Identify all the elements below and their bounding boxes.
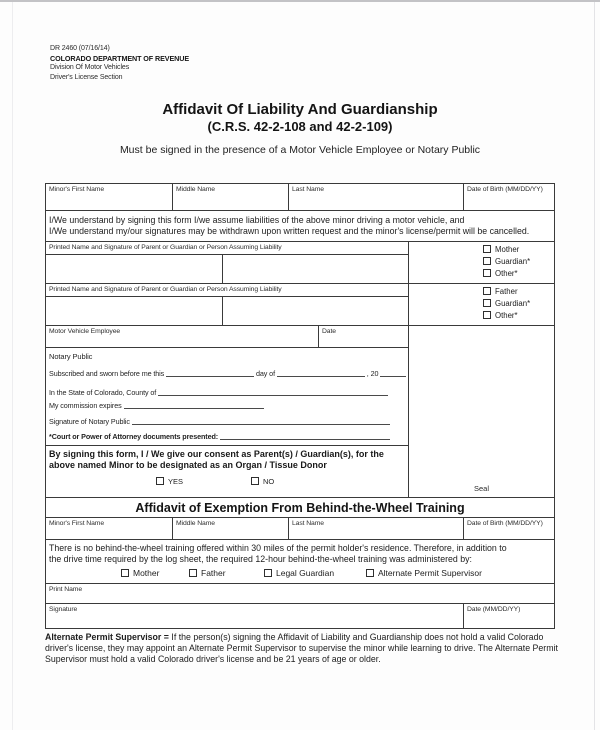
understanding-statement — [46, 211, 554, 242]
checkbox-no[interactable]: NO — [251, 477, 274, 486]
signer1-header-label: Printed Name and Signature of Parent or Guardian or Person Assuming Liability — [49, 244, 282, 251]
agency-header — [50, 44, 189, 83]
checkbox-father[interactable]: Father — [483, 287, 554, 296]
signer1-header-cell — [46, 242, 408, 255]
checkbox-training-legal-guardian[interactable]: Legal Guardian — [264, 568, 334, 578]
exemption-first-name-cell[interactable] — [46, 518, 173, 540]
minor-first-name-label: Minor's First Name — [49, 186, 105, 193]
notary-court-line: *Court or Power of Attorney documents presented: — [49, 432, 390, 441]
exemption-date-label: Date (MM/DD/YY) — [467, 606, 521, 613]
blank-line[interactable] — [220, 432, 390, 440]
print-name-cell[interactable] — [46, 584, 554, 604]
department-name: COLORADO DEPARTMENT OF REVENUE — [50, 53, 190, 63]
signer2-row — [46, 284, 554, 326]
blank-line[interactable] — [132, 417, 390, 425]
form-title: Affidavit Of Liability And Guardianship — [162, 101, 438, 118]
blank-line[interactable] — [158, 388, 388, 396]
print-name-label: Print Name — [49, 586, 82, 593]
exemption-section-header: Affidavit of Exemption From Behind-the-Wheel Training — [46, 498, 554, 518]
signer1-printed-name-cell[interactable] — [46, 255, 223, 284]
blank-line[interactable] — [380, 369, 406, 377]
checkbox-other-2[interactable]: Other* — [483, 311, 554, 320]
exemption-date-cell[interactable] — [464, 604, 554, 628]
checkbox-square-icon[interactable] — [483, 299, 491, 307]
form-subtitle: Must be signed in the presence of a Motor Vehicle Employee or Notary Public — [119, 144, 481, 156]
minor-middle-name-label: Middle Name — [176, 186, 215, 193]
notary-title: Notary Public — [49, 352, 93, 361]
checkbox-square-icon[interactable] — [483, 257, 491, 265]
signer1-role-checkboxes — [409, 242, 554, 284]
officials-section — [46, 326, 554, 498]
checkbox-square-icon[interactable] — [121, 569, 129, 577]
checkbox-training-alternate-supervisor[interactable]: Alternate Permit Supervisor — [366, 568, 482, 578]
checkbox-guardian-1[interactable]: Guardian* — [483, 257, 554, 266]
checkbox-guardian-2[interactable]: Guardian* — [483, 299, 554, 308]
signer1-row — [46, 242, 554, 284]
seal-label: Seal — [473, 484, 489, 493]
notary-seal-area[interactable] — [409, 326, 554, 498]
signer2-header-cell — [46, 284, 408, 297]
exemption-statement-row — [46, 540, 554, 584]
minor-dob-cell[interactable] — [464, 184, 554, 211]
signer2-header-label: Printed Name and Signature of Parent or Guardian or Person Assuming Liability — [49, 286, 282, 293]
form-statute: (C.R.S. 42-2-108 and 42-2-109) — [207, 119, 393, 134]
section-name: Driver's License Section — [50, 74, 123, 82]
exemption-statement-line-1: There is no behind-the-wheel training offered within 30 miles of the permit holder's residence. Therefore, in addition to — [49, 543, 507, 553]
checkbox-square-icon[interactable] — [483, 269, 491, 277]
alternate-permit-supervisor-note — [45, 632, 559, 665]
exemption-signature-cell[interactable] — [46, 604, 464, 628]
checkbox-mother[interactable]: Mother — [483, 245, 554, 254]
checkbox-square-icon[interactable] — [251, 477, 259, 485]
understanding-line-1: I/We understand by signing this form I/we assume liabilities of the above minor driving a motor vehicle, and — [49, 215, 465, 225]
exemption-last-name-label: Last Name — [292, 520, 324, 527]
signer2-signature-cell[interactable] — [223, 297, 408, 326]
exemption-dob-cell[interactable] — [464, 518, 554, 540]
exemption-middle-name-cell[interactable] — [173, 518, 289, 540]
affidavit-table — [45, 183, 555, 629]
signer1-block — [46, 242, 409, 284]
motor-vehicle-employee-cell[interactable] — [46, 326, 319, 348]
exemption-statement-line-2: the drive time required by the log sheet, the required 12-hour behind-the-wheel training was administered by: — [49, 554, 472, 564]
understanding-line-2: I/We understand my/our signatures may be withdrawn upon written request and the minor's license/permit will be cancelled. — [49, 226, 530, 236]
signer2-block — [46, 284, 409, 326]
mve-date-cell[interactable] — [319, 326, 408, 348]
consent-line-2: above named Minor to be designated as an Organ / Tissue Donor — [49, 460, 327, 470]
checkbox-square-icon[interactable] — [189, 569, 197, 577]
exemption-signature-label: Signature — [49, 606, 78, 613]
scan-edge-top — [0, 0, 600, 2]
checkbox-training-mother[interactable]: Mother — [121, 568, 159, 578]
checkbox-other-1[interactable]: Other* — [483, 269, 554, 278]
motor-vehicle-employee-label: Motor Vehicle Employee — [49, 328, 121, 335]
consent-line-1: By signing this form, I / We give our consent as Parent(s) / Guardian(s), for the — [49, 449, 384, 459]
form-number: DR 2460 (07/16/14) — [50, 45, 110, 52]
notary-sworn-line: Subscribed and sworn before me this day of , 20 — [49, 369, 406, 378]
exemption-first-name-label: Minor's First Name — [49, 520, 105, 527]
checkbox-square-icon[interactable] — [156, 477, 164, 485]
blank-line[interactable] — [277, 369, 365, 377]
blank-line[interactable] — [166, 369, 254, 377]
checkbox-square-icon[interactable] — [483, 287, 491, 295]
notary-block — [46, 348, 408, 446]
exemption-middle-name-label: Middle Name — [176, 520, 215, 527]
checkbox-training-father[interactable]: Father — [189, 568, 226, 578]
notary-county-line: In the State of Colorado, County of — [49, 388, 388, 397]
exemption-dob-label: Date of Birth (MM/DD/YY) — [467, 520, 543, 527]
footnote-body: If the person(s) signing the Affidavit of Liability and Guardianship does not hold a valid Colorado driver's license, they may appoint an Alternate Permit Supervisor to supervise the minor while learning to drive. The Alternate Permit Supervisor must hold a valid Colorado driver's license and be 21 years of age or older. — [45, 632, 558, 664]
minor-dob-label: Date of Birth (MM/DD/YY) — [467, 186, 543, 193]
minor-first-name-cell[interactable] — [46, 184, 173, 211]
division-name: Division Of Motor Vehicles — [50, 64, 130, 72]
notary-signature-line: Signature of Notary Public — [49, 417, 390, 426]
mve-date-label: Date — [322, 328, 336, 335]
checkbox-square-icon[interactable] — [483, 311, 491, 319]
minor-middle-name-cell[interactable] — [173, 184, 289, 211]
checkbox-square-icon[interactable] — [264, 569, 272, 577]
checkbox-square-icon[interactable] — [366, 569, 374, 577]
minor-last-name-label: Last Name — [292, 186, 324, 193]
signer2-printed-name-cell[interactable] — [46, 297, 223, 326]
checkbox-yes[interactable]: YES — [156, 477, 183, 486]
organ-donor-consent-block — [46, 446, 408, 498]
minor-last-name-cell[interactable] — [289, 184, 464, 211]
blank-line[interactable] — [124, 401, 264, 409]
signer1-signature-cell[interactable] — [223, 255, 408, 284]
exemption-last-name-cell[interactable] — [289, 518, 464, 540]
officials-left-column — [46, 326, 409, 498]
footnote-lead: Alternate Permit Supervisor = — [45, 632, 169, 642]
signer2-role-checkboxes — [409, 284, 554, 326]
notary-commission-line: My commission expires — [49, 401, 264, 410]
checkbox-square-icon[interactable] — [483, 245, 491, 253]
